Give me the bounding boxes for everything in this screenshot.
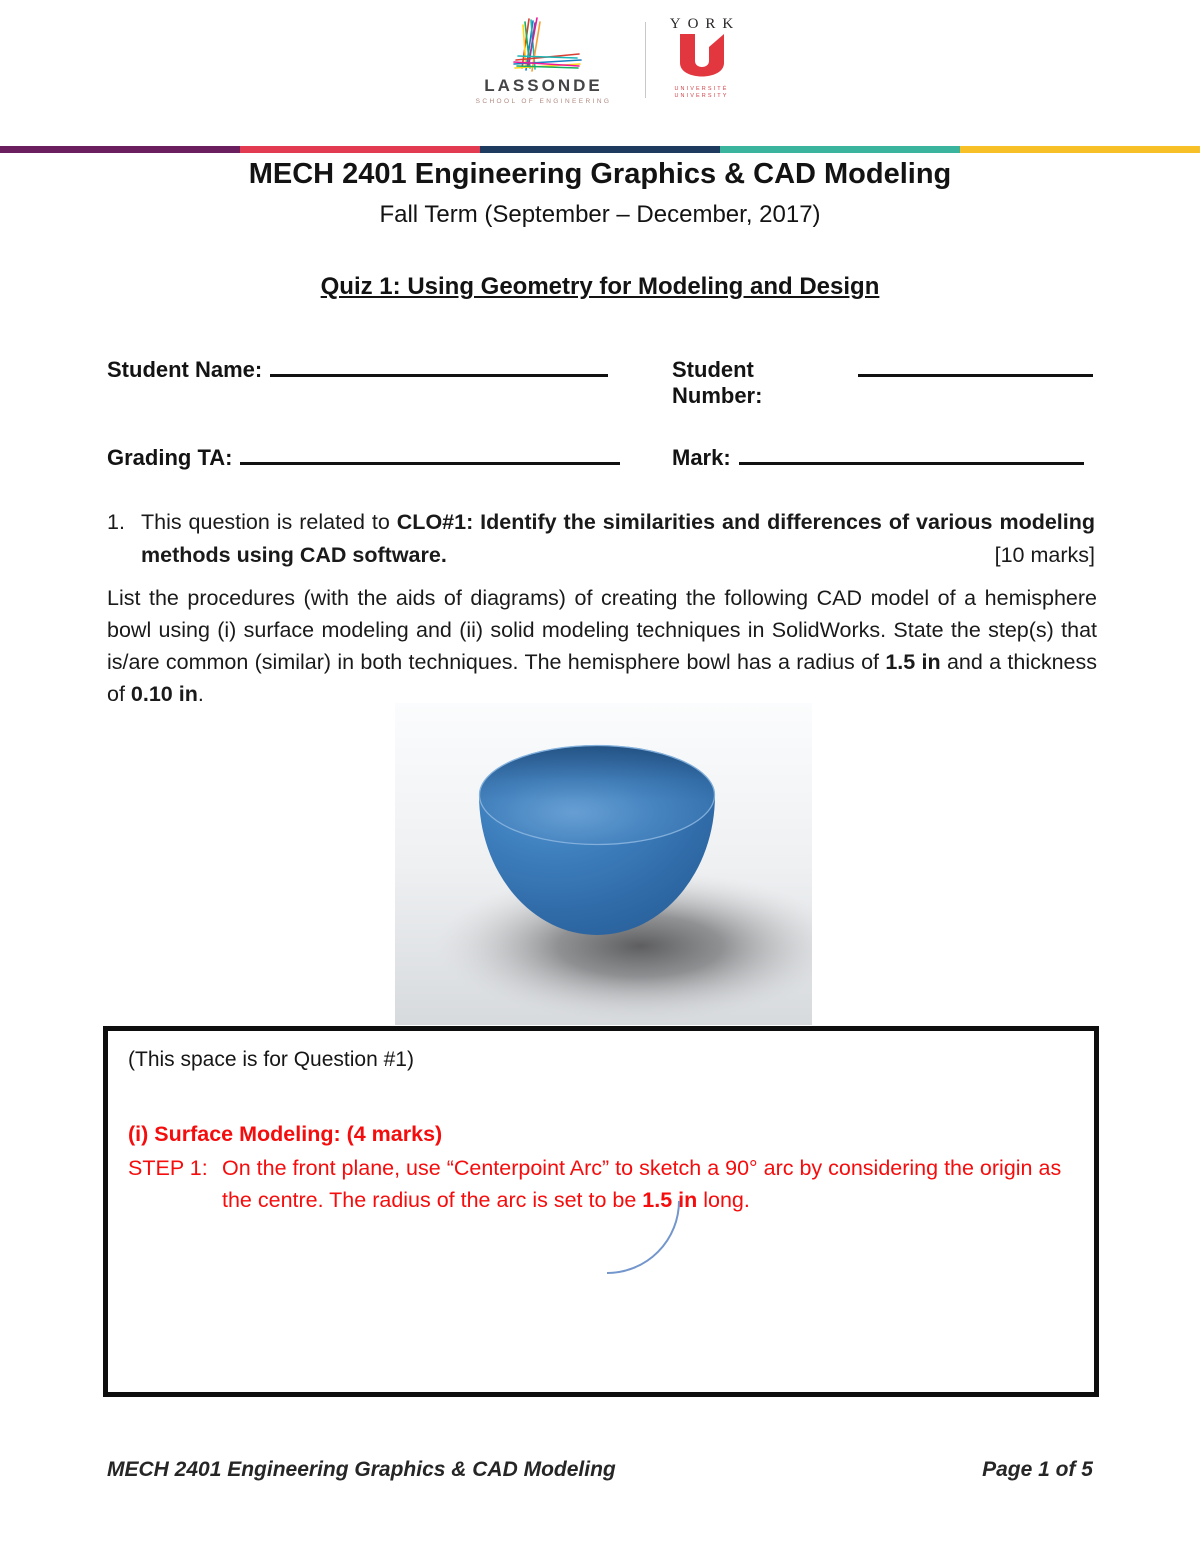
lassonde-wordmark: LASSONDE xyxy=(484,76,603,95)
quiz-title: Quiz 1: Using Geometry for Modeling and Design xyxy=(320,273,880,300)
surface-modeling-heading: (i) Surface Modeling: (4 marks) xyxy=(128,1122,443,1146)
logo-divider xyxy=(645,22,646,98)
student-name-field xyxy=(107,352,608,383)
student-name-label: Student Name: xyxy=(107,357,263,382)
student-number-blank xyxy=(858,352,1093,377)
brand-color-segment xyxy=(720,146,960,153)
mark-label: Mark: xyxy=(672,445,731,470)
york-en-label: UNIVERSITY xyxy=(674,93,729,99)
york-university-text xyxy=(674,86,728,100)
footer-page-number: Page 1 of 5 xyxy=(982,1458,1093,1481)
question-1 xyxy=(107,506,1095,572)
question-1-prompt-text: This question is related to CLO#1: Identify the similarities and differences of various modeling methods using CAD software. xyxy=(141,510,1096,567)
york-fr-label: UNIVERSITÉ xyxy=(674,86,729,92)
bowl-3d-render xyxy=(395,703,812,1025)
arc-sketch xyxy=(604,1196,684,1278)
brand-color-segment xyxy=(240,146,480,153)
brand-color-bar xyxy=(0,146,1200,153)
question-1-number: 1. xyxy=(107,510,125,534)
brand-color-segment xyxy=(0,146,240,153)
footer-course-label: MECH 2401 Engineering Graphics & CAD Modeling xyxy=(107,1458,616,1481)
york-wordmark: YORK xyxy=(669,16,741,32)
mark-blank xyxy=(739,440,1084,465)
grading-ta-field xyxy=(107,440,620,471)
step-1-text: On the front plane, use “Centerpoint Arc” to sketch a 90° arc by considering the origin as the centre. The radius of the arc is set to be 1.5 in long. xyxy=(222,1156,1062,1212)
step-1-row xyxy=(128,1152,1074,1216)
course-title: MECH 2401 Engineering Graphics & CAD Modeling xyxy=(248,158,952,190)
mark-field xyxy=(672,440,1084,471)
step-1-label: STEP 1: xyxy=(128,1156,208,1180)
lassonde-scribble-icon xyxy=(501,16,587,74)
form-row-1 xyxy=(107,352,1093,408)
york-u-icon xyxy=(679,33,725,83)
brand-color-segment xyxy=(960,146,1200,153)
yorku-logo xyxy=(662,16,742,100)
lassonde-logo xyxy=(459,16,629,105)
form-row-2 xyxy=(107,440,1093,474)
grading-ta-blank xyxy=(240,440,620,465)
question-1-prompt xyxy=(107,506,1095,572)
question-1-marks: [10 marks] xyxy=(994,543,1095,567)
header-logos xyxy=(0,16,1200,105)
grading-ta-label: Grading TA: xyxy=(107,445,233,470)
answer-box-note: (This space is for Question #1) xyxy=(128,1048,414,1071)
student-number-field xyxy=(672,352,1093,409)
bowl-inner-shading xyxy=(480,746,714,844)
brand-color-segment xyxy=(480,146,720,153)
term-subtitle: Fall Term (September – December, 2017) xyxy=(379,201,821,228)
answer-box xyxy=(103,1026,1099,1397)
question-1-body: List the procedures (with the aids of diagrams) of creating the following CAD model of a hemisphere bowl using (i) surface modeling and (ii) solid modeling techniques in SolidWorks. State the step(s) that is/are common (similar) in both techniques. The hemisphere bowl has a radius of 1.5 in and a thickness of 0.10 in. xyxy=(107,586,1098,706)
page-footer xyxy=(107,1458,1093,1482)
student-name-blank xyxy=(270,352,608,377)
student-number-label: Student Number: xyxy=(672,357,763,408)
lassonde-tagline: SCHOOL OF ENGINEERING xyxy=(475,98,612,105)
